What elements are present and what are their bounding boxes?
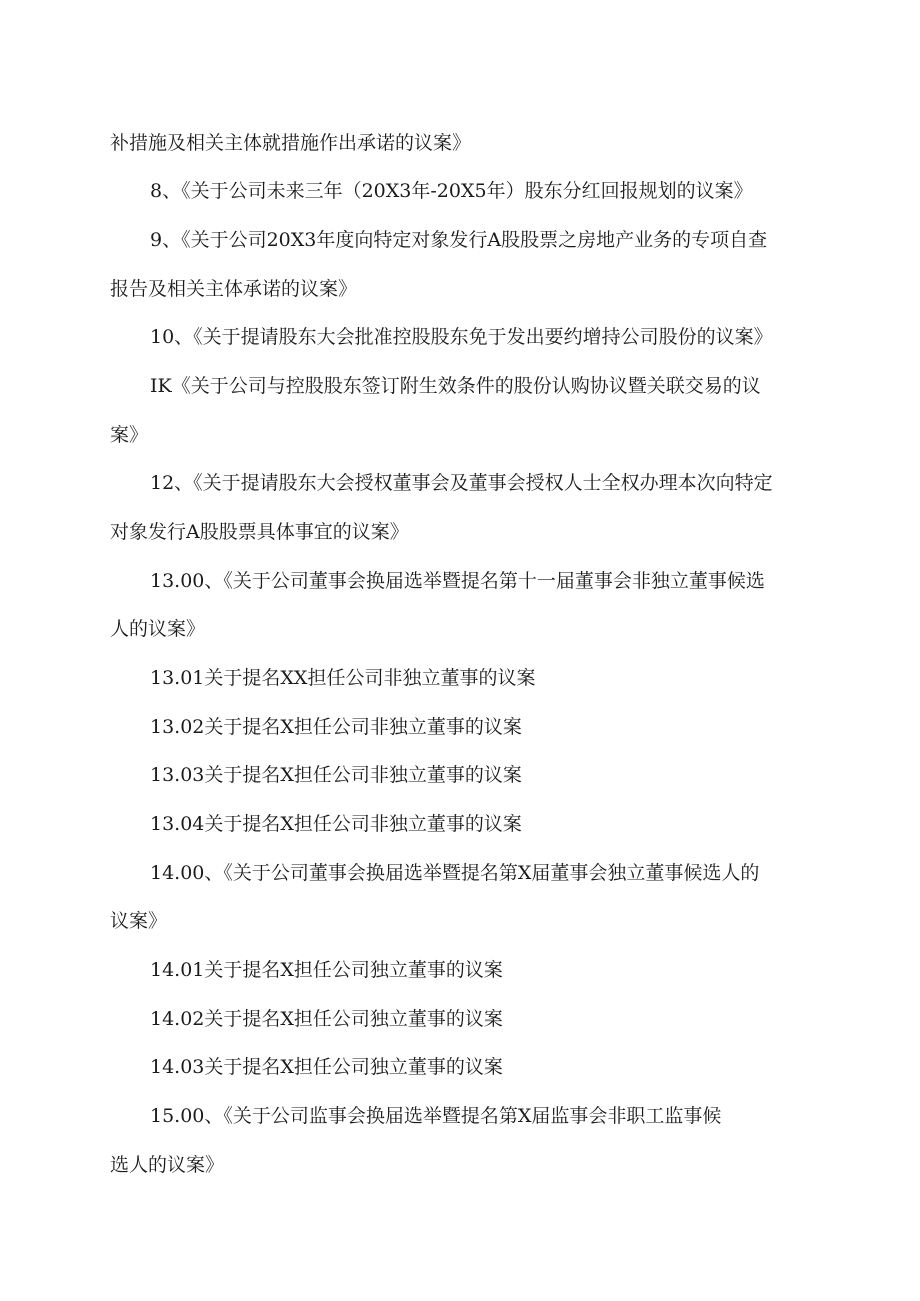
agenda-subitem-13-02: 13.02关于提名X担任公司非独立董事的议案 — [150, 716, 522, 738]
agenda-item-12: 12、《关于提请股东大会授权董事会及董事会授权人士全权办理本次向特定 — [150, 472, 773, 494]
text-line: 案》 — [110, 424, 149, 446]
agenda-item-13-00: 13.00、《关于公司董事会换届选举暨提名第十一届董事会非独立董事候选 — [150, 570, 765, 592]
text-line: 报告及相关主体承诺的议案》 — [110, 278, 358, 300]
agenda-item-15-00: 15.00、《关于公司监事会换届选举暨提名第X届监事会非职工监事候 — [150, 1105, 722, 1127]
agenda-item-11: IK《关于公司与控股股东签订附生效条件的股份认购协议暨关联交易的议 — [150, 375, 761, 397]
agenda-subitem-13-04: 13.04关于提名X担任公司非独立董事的议案 — [150, 813, 522, 835]
agenda-item-10: 10、《关于提请股东大会批准控股股东免于发出要约增持公司股份的议案》 — [150, 326, 773, 348]
text-line: 对象发行A股股票具体事宜的议案》 — [110, 521, 409, 543]
agenda-subitem-14-02: 14.02关于提名X担任公司独立董事的议案 — [150, 1008, 503, 1030]
text-line: 议案》 — [110, 910, 168, 932]
agenda-item-9: 9、《关于公司20X3年度向特定对象发行A股股票之房地产业务的专项自查 — [150, 229, 768, 251]
agenda-item-8: 8、《关于公司未来三年（20X3年-20X5年）股东分红回报规划的议案》 — [150, 180, 753, 202]
agenda-subitem-13-01: 13.01关于提名XX担任公司非独立董事的议案 — [150, 667, 536, 689]
text-line: 人的议案》 — [110, 618, 206, 640]
agenda-subitem-14-03: 14.03关于提名X担任公司独立董事的议案 — [150, 1056, 503, 1078]
text-line: 选人的议案》 — [110, 1154, 225, 1176]
text-line: 补措施及相关主体就措施作出承诺的议案》 — [110, 132, 472, 154]
agenda-subitem-13-03: 13.03关于提名X担任公司非独立董事的议案 — [150, 764, 522, 786]
agenda-item-14-00: 14.00、《关于公司董事会换届选举暨提名第X届董事会独立董事候选人的 — [150, 862, 760, 884]
agenda-subitem-14-01: 14.01关于提名X担任公司独立董事的议案 — [150, 959, 503, 981]
